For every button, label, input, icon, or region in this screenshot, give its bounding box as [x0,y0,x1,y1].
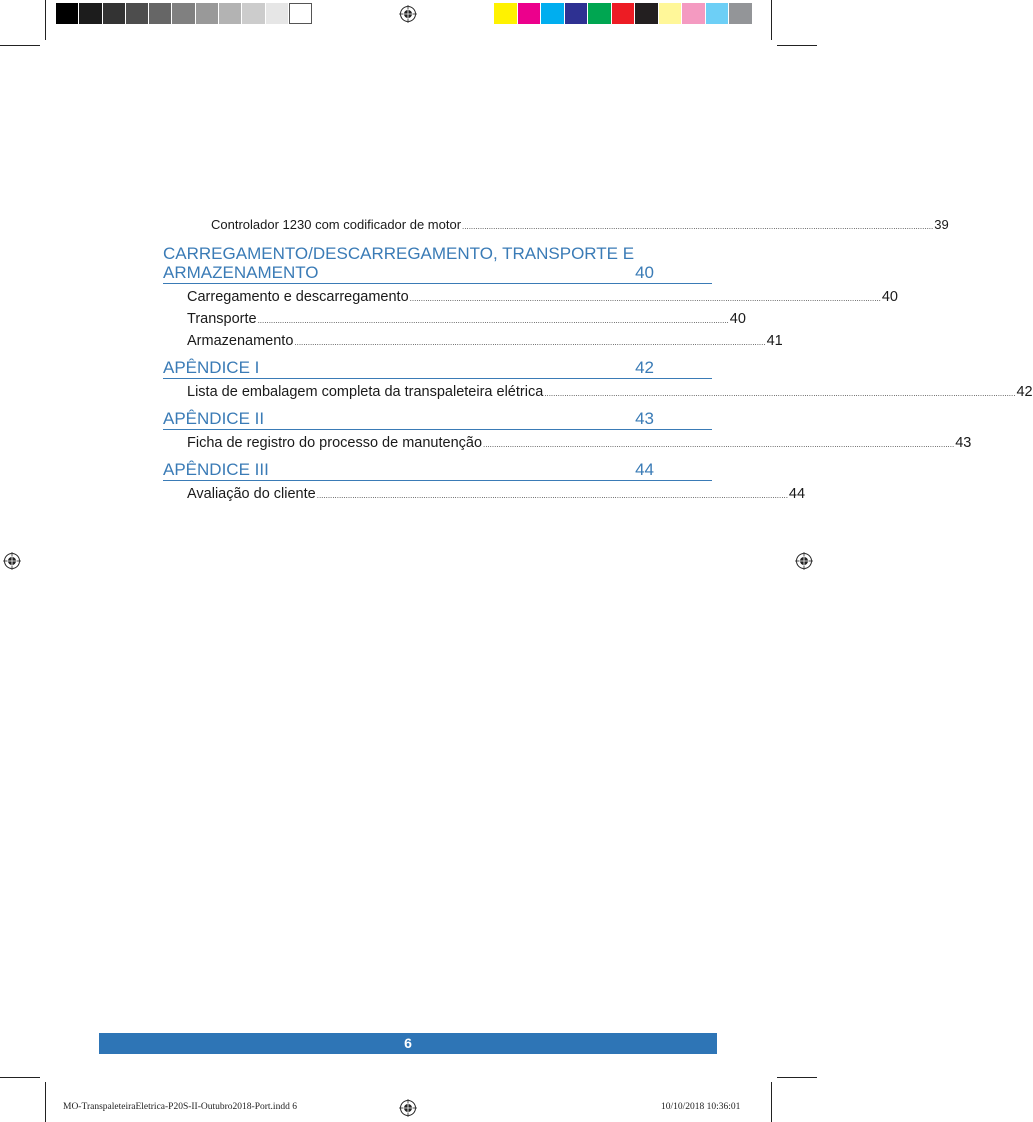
color-swatch [494,3,518,24]
crop-mark [771,1082,772,1122]
gray-swatch [219,3,242,24]
crop-mark [771,0,772,40]
color-swatch [635,3,659,24]
color-swatch [706,3,730,24]
toc-section-title: APÊNDICE II [163,409,265,428]
gray-swatch [289,3,312,24]
color-swatch [588,3,612,24]
grayscale-color-bar [56,3,312,24]
toc-entry-title: Transporte [187,311,257,327]
toc-leader-dots: .................................................................................................................................................................................................................... [257,316,729,325]
registration-mark-icon [795,552,813,570]
process-color-bar [494,3,753,24]
toc-section-heading[interactable] [163,460,712,481]
color-swatch [612,3,636,24]
toc-leader-dots: .................................................................................................................................................................................................................... [294,338,766,347]
toc-leader-dots: .................................................................................................................................................................................................................... [483,440,955,449]
toc-entry-title: Carregamento e descarregamento [187,289,409,305]
gray-swatch [149,3,172,24]
toc-entry[interactable] [163,287,898,309]
toc-entry[interactable] [163,433,972,455]
toc-section-page: 43 [635,409,654,428]
toc-entry-page: 44 [788,486,806,502]
toc-entry[interactable] [163,484,806,506]
toc-section-heading[interactable] [163,358,712,379]
footer-file-name: MO-TranspaleteiraEletrica-P20S-II-Outubro2018-Port.indd 6 [63,1102,297,1112]
toc-entry-page: 40 [881,289,898,305]
toc-section-title: APÊNDICE I [163,358,260,377]
gray-swatch [242,3,265,24]
registration-mark-icon [399,5,417,23]
toc-leader-dots: .................................................................................................................................................................................................................... [316,491,788,500]
toc-leader-dots: .................................................................................................................................................................................................................... [409,294,881,303]
crop-mark [0,45,40,46]
toc-section-heading[interactable] [163,244,712,284]
page-number: 6 [404,1035,412,1051]
toc-entry-page: 42 [1016,384,1033,400]
toc-entry-title: Avaliação do cliente [187,486,316,502]
toc-section-title: APÊNDICE III [163,460,269,479]
toc-entry-page: 40 [729,311,746,327]
registration-mark-icon [3,552,21,570]
crop-mark [45,1082,46,1122]
crop-mark [777,45,817,46]
toc-entry[interactable] [163,214,949,237]
color-swatch [541,3,565,24]
toc-entry-title: Armazenamento [187,333,294,349]
toc-section-page: 44 [635,460,654,479]
footer-timestamp: 10/10/2018 10:36:01 [661,1102,741,1112]
gray-swatch [196,3,219,24]
color-swatch [682,3,706,24]
toc-section-page: 40 [635,263,654,282]
toc-entry[interactable] [163,331,783,353]
toc-entry-page: 39 [934,217,949,232]
toc-leader-dots: .................................................................................................................................................................................................................... [462,222,934,231]
registration-mark-icon [399,1099,417,1117]
color-swatch [518,3,542,24]
toc-entry[interactable] [163,309,746,331]
gray-swatch [172,3,195,24]
gray-swatch [126,3,149,24]
crop-mark [0,1077,40,1078]
toc-entry-title: Ficha de registro do processo de manutenção [187,435,483,451]
color-swatch [659,3,683,24]
table-of-contents [163,214,1033,506]
color-swatch [729,3,753,24]
gray-swatch [266,3,289,24]
crop-mark [777,1077,817,1078]
toc-entry-page: 41 [766,333,783,349]
gray-swatch [56,3,79,24]
toc-section-title: ARMAZENAMENTO [163,263,319,282]
toc-section-title: CARREGAMENTO/DESCARREGAMENTO, TRANSPORTE E [163,244,635,263]
page-number-band [99,1033,717,1054]
gray-swatch [103,3,126,24]
toc-entry-title: Lista de embalagem completa da transpaleteira elétrica [187,384,544,400]
toc-leader-dots: .................................................................................................................................................................................................................... [544,389,1016,398]
crop-mark [45,0,46,40]
toc-section-heading[interactable] [163,409,712,430]
color-swatch [565,3,589,24]
toc-entry[interactable] [163,382,1033,404]
toc-entry-page: 43 [955,435,972,451]
gray-swatch [79,3,102,24]
toc-section-page: 42 [635,358,654,377]
toc-entry-title: Controlador 1230 com codificador de motor [211,217,462,232]
